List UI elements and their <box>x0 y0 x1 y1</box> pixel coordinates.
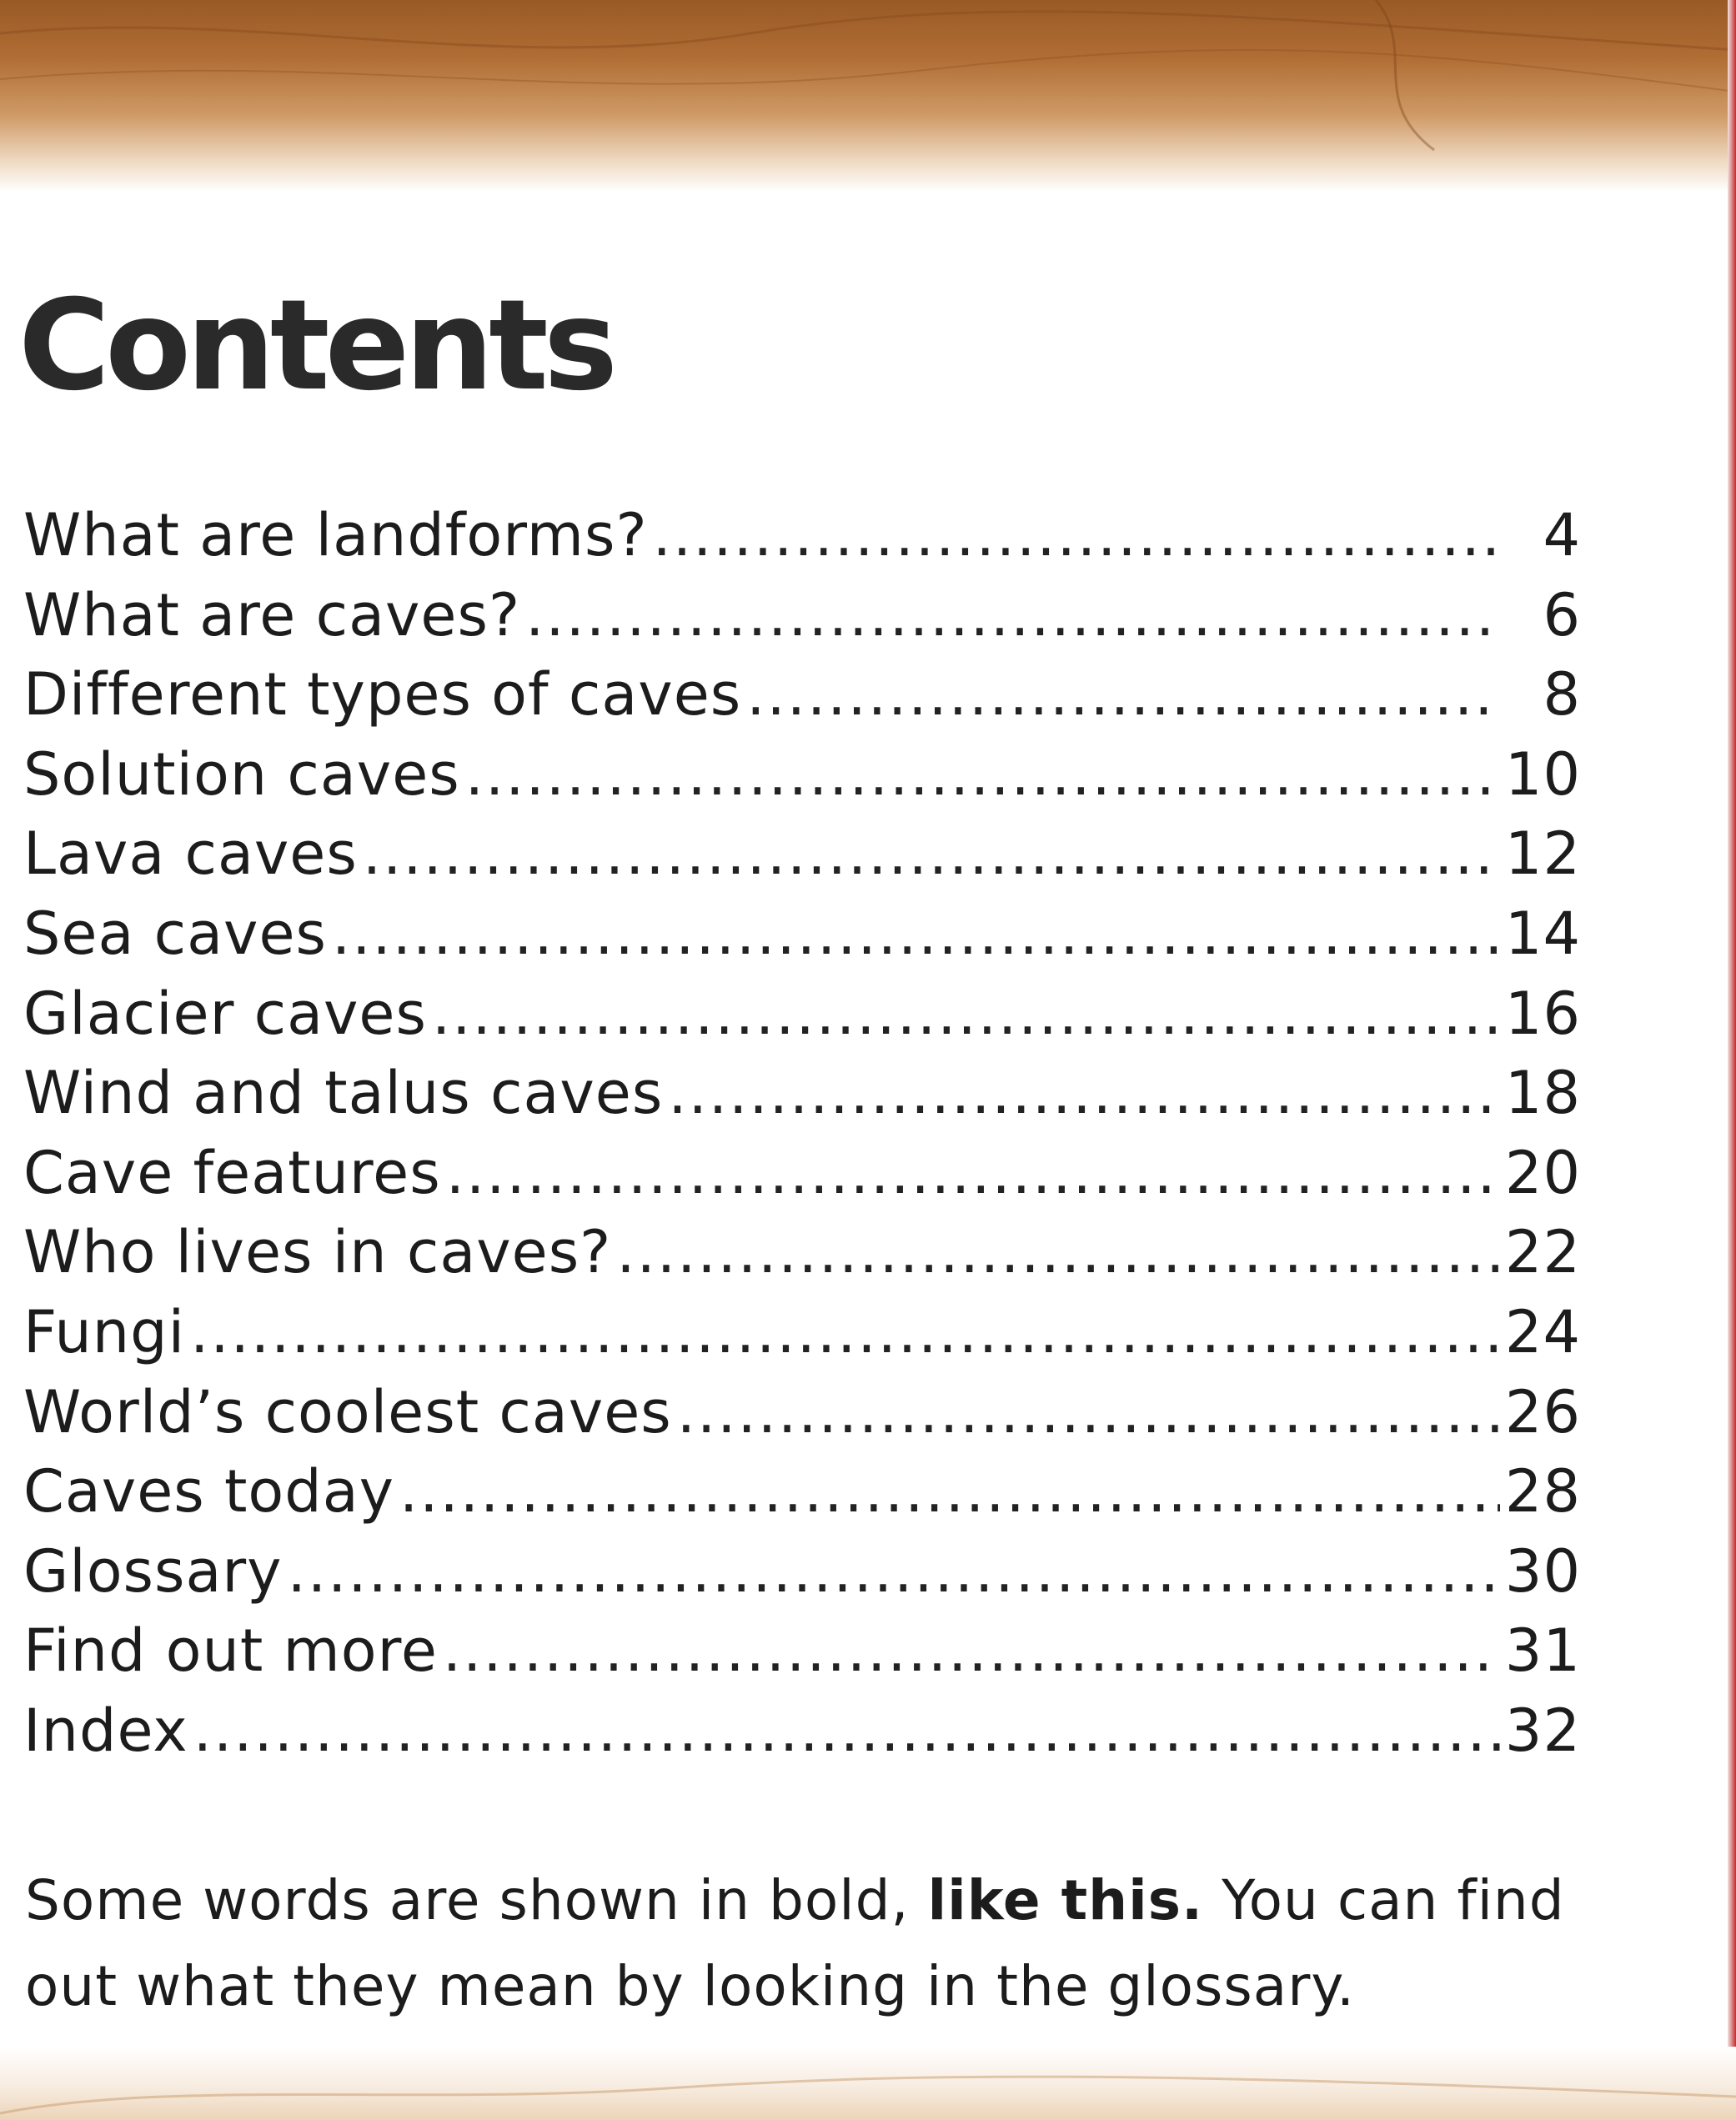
toc-entry-title: Lava caves <box>23 819 358 889</box>
page-edge <box>1728 0 1736 2120</box>
note-text-before: Some words are shown in bold, <box>25 1868 910 1932</box>
toc-dot-leader <box>525 576 1501 656</box>
note-text-after: You can find out what they mean by looking in the glossary. <box>25 1868 1565 2018</box>
toc-entry-title: Who lives in caves? <box>23 1218 612 1287</box>
toc-entry-page-number: 31 <box>1504 1616 1581 1686</box>
toc-entry[interactable] <box>23 1532 1581 1612</box>
toc-dot-leader <box>332 895 1500 975</box>
toc-entry-page-number: 16 <box>1504 979 1581 1048</box>
toc-dot-leader <box>399 1452 1500 1532</box>
toc-dot-leader <box>443 1611 1500 1691</box>
toc-entry[interactable] <box>23 1611 1581 1691</box>
toc-entry-title: Glacier caves <box>23 979 427 1048</box>
footer-decorative-band <box>0 2047 1736 2120</box>
toc-entry[interactable] <box>23 1134 1581 1214</box>
header-texture-lines <box>0 0 1736 192</box>
toc-entry-title: World’s coolest caves <box>23 1377 672 1446</box>
toc-entry-title: Solution caves <box>23 739 460 809</box>
toc-entry-page-number: 10 <box>1504 739 1581 809</box>
toc-entry[interactable] <box>23 814 1581 895</box>
toc-dot-leader <box>288 1532 1500 1612</box>
toc-dot-leader <box>446 1134 1500 1214</box>
toc-entry[interactable] <box>23 1213 1581 1293</box>
toc-entry[interactable] <box>23 1452 1581 1532</box>
page-title: Contents <box>18 273 614 418</box>
toc-dot-leader <box>746 655 1501 735</box>
toc-entry-title: Cave features <box>23 1138 441 1207</box>
toc-entry-page-number: 14 <box>1504 899 1581 968</box>
toc-dot-leader <box>677 1373 1500 1453</box>
toc-dot-leader <box>190 1293 1500 1373</box>
toc-entry-page-number: 6 <box>1543 580 1581 649</box>
toc-entry-title: Wind and talus caves <box>23 1059 664 1128</box>
toc-entry[interactable] <box>23 496 1581 576</box>
toc-entry-title: What are landforms? <box>23 501 648 569</box>
toc-entry-page-number: 8 <box>1543 660 1581 729</box>
toc-entry-page-number: 22 <box>1504 1218 1581 1287</box>
toc-dot-leader <box>616 1213 1500 1293</box>
toc-entry[interactable] <box>23 576 1581 656</box>
toc-entry[interactable] <box>23 655 1581 735</box>
toc-entry-title: Index <box>23 1696 188 1765</box>
toc-entry-title: Caves today <box>23 1457 395 1526</box>
toc-entry[interactable] <box>23 1373 1581 1453</box>
toc-entry-page-number: 4 <box>1543 501 1581 569</box>
toc-entry[interactable] <box>23 1054 1581 1134</box>
toc-entry-page-number: 26 <box>1504 1377 1581 1446</box>
toc-dot-leader <box>465 735 1500 815</box>
toc-entry-title: Sea caves <box>23 899 327 968</box>
toc-entry-page-number: 30 <box>1504 1536 1581 1606</box>
toc-entry[interactable] <box>23 975 1581 1055</box>
toc-entry-page-number: 28 <box>1504 1457 1581 1526</box>
toc-entry-page-number: 18 <box>1504 1059 1581 1128</box>
toc-entry-page-number: 32 <box>1504 1696 1581 1765</box>
footer-texture-lines <box>0 2047 1736 2120</box>
toc-entry[interactable] <box>23 735 1581 815</box>
note-bold-example: like this. <box>927 1868 1204 1932</box>
toc-dot-leader <box>432 975 1500 1055</box>
toc-entry[interactable] <box>23 1691 1581 1772</box>
toc-dot-leader <box>193 1691 1500 1772</box>
toc-entry-title: Find out more <box>23 1616 438 1686</box>
toc-entry-title: What are caves? <box>23 580 521 649</box>
header-decorative-band <box>0 0 1736 192</box>
toc-entry-title: Glossary <box>23 1536 283 1606</box>
toc-entry[interactable] <box>23 895 1581 975</box>
toc-dot-leader <box>653 496 1501 576</box>
toc-entry[interactable] <box>23 1293 1581 1373</box>
toc-dot-leader <box>668 1054 1500 1134</box>
toc-entry-title: Different types of caves <box>23 660 742 729</box>
glossary-note <box>25 1857 1609 2029</box>
toc-entry-page-number: 12 <box>1504 819 1581 889</box>
toc-entry-page-number: 24 <box>1504 1297 1581 1366</box>
table-of-contents <box>23 496 1581 1772</box>
toc-entry-page-number: 20 <box>1504 1138 1581 1207</box>
toc-entry-title: Fungi <box>23 1297 186 1366</box>
toc-dot-leader <box>363 814 1500 895</box>
